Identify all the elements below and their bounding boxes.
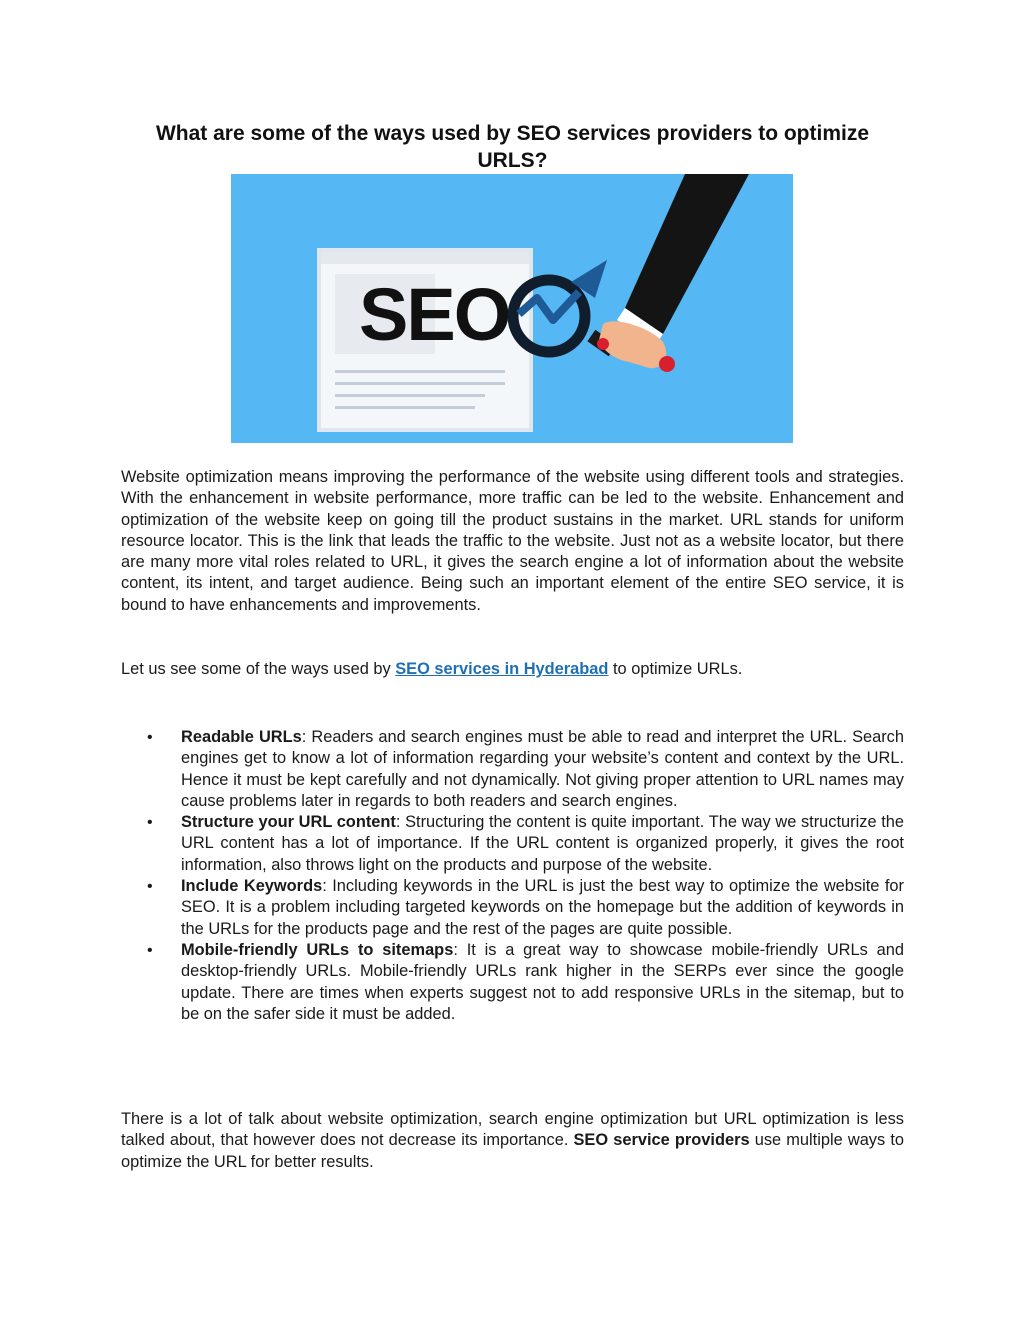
closing-paragraph (121, 1109, 904, 1173)
seo-hero-image (231, 174, 793, 443)
list-item-text: : It is a great way to showcase mobile-friendly URLs and desktop-friendly URLs. Mobile-friendly URLs rank higher in the SERPs ever since the google update. There are times when experts suggest not to add responsive URLs in the sitemap, but to be on the safer side it must be added. (181, 940, 904, 1023)
lead-in-text: Let us see some of the ways used by (121, 660, 396, 678)
list-item-term: Readable URLs (181, 728, 302, 746)
url-optimization-list (121, 727, 904, 1025)
bullet-icon: • (147, 729, 153, 746)
list-item-structure-url-content (121, 812, 904, 876)
list-item-term: Structure your URL content (181, 813, 396, 832)
lead-in-suffix: to optimize URLs. (608, 660, 743, 678)
list-item-term: Mobile-friendly URLs to sitemaps (181, 940, 454, 959)
closing-suffix: use multiple ways to optimize the URL for better results. (121, 1131, 904, 1171)
list-item-mobile-friendly-urls (121, 940, 904, 1025)
list-item-text: : Structuring the content is quite important. The way we structurize the URL content has a lot of importance. If the URL content is organized properly, it gives the root information, also throws light on the products and purpose of the website. (181, 813, 904, 874)
list-item-term: Include Keywords (181, 877, 323, 896)
closing-text: There is a lot of talk about website optimization, search engine optimization but URL optimization is less talked about, that however does not decrease its importance. (121, 1110, 904, 1150)
list-item-include-keywords (121, 876, 904, 940)
seo-services-hyderabad-link[interactable]: SEO services in Hyderabad (395, 660, 609, 678)
bullet-icon: • (147, 878, 153, 896)
list-item-readable-urls (121, 727, 904, 812)
bullet-icon: • (147, 814, 153, 832)
list-item-text: : Readers and search engines must be able to read and interpret the URL. Search engines get to know a lot of information regarding your website’s content and context by the URL. Hence it must be kept carefully and not dynamically. Not giving proper attention to URL names may cause problems later in regards to both readers and search engines. (181, 728, 904, 810)
closing-bold-text: SEO service providers (573, 1131, 750, 1150)
lead-in-paragraph (121, 659, 904, 680)
seo-logo-text: SEO (359, 273, 510, 356)
intro-paragraph: Website optimization means improving the performance of the website using different tools and strategies. With the enhancement in website performance, more traffic can be led to the website. Enhancement and optimization of the website keep on going till the product sustains in the market. URL stands for uniform resource locator. This is the link that leads the traffic to the website. Just not as a website locator, but there are many more vital roles related to URL, it gives the search engine a lot of information about the website content, its intent, and target audience. Being such an important element of the entire SEO service, it is bound to have enhancements and improvements. (121, 468, 904, 614)
list-item-text: : Including keywords in the URL is just the best way to optimize the website for SEO. It is a problem including targeted keywords on the homepage but the addition of keywords in the URLs for the products page and the rest of the pages are quite possible. (181, 877, 905, 938)
page-title: What are some of the ways used by SEO services providers to optimize URLS? (155, 122, 870, 172)
bullet-icon: • (147, 941, 153, 959)
